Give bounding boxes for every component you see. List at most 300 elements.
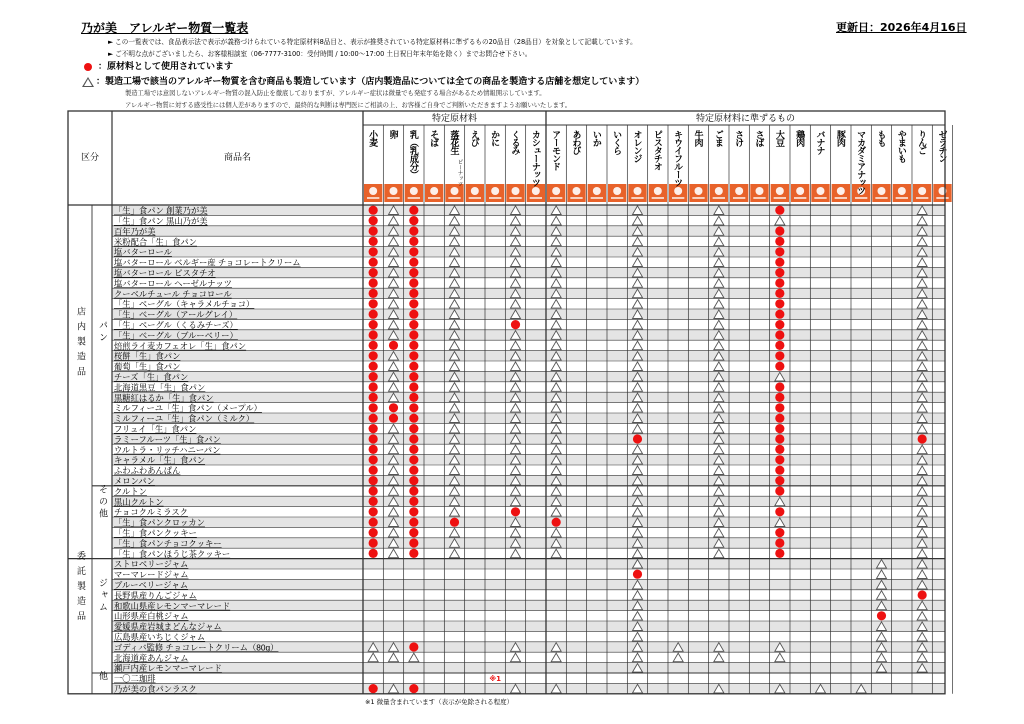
table-row bbox=[114, 486, 927, 496]
factory-triangle-icon bbox=[917, 216, 927, 225]
used-dot-icon bbox=[511, 507, 520, 516]
factory-triangle-icon bbox=[632, 653, 642, 662]
used-dot-icon bbox=[409, 466, 418, 475]
used-dot-icon bbox=[409, 549, 418, 558]
used-dot-icon bbox=[775, 341, 784, 350]
table-row bbox=[112, 205, 945, 216]
table-row bbox=[112, 371, 945, 382]
factory-triangle-icon bbox=[917, 612, 927, 621]
product-name: ブルーベリージャム bbox=[114, 580, 189, 590]
factory-triangle-icon bbox=[449, 258, 459, 267]
factory-triangle-icon bbox=[632, 424, 642, 433]
factory-triangle-icon bbox=[388, 528, 398, 537]
factory-triangle-icon bbox=[388, 466, 398, 475]
updated-date: 更新日：2026年4月16日 bbox=[836, 21, 967, 34]
apple-icon bbox=[913, 184, 931, 202]
table-row bbox=[114, 216, 927, 226]
factory-triangle-icon bbox=[917, 258, 927, 267]
used-dot-icon bbox=[409, 382, 418, 391]
used-dot-icon bbox=[775, 455, 784, 464]
factory-triangle-icon bbox=[632, 549, 642, 558]
used-dot-icon bbox=[775, 299, 784, 308]
orange-icon bbox=[628, 184, 646, 202]
factory-triangle-icon bbox=[551, 279, 561, 288]
product-name: ウルトラ・リッチハニーパン bbox=[114, 444, 221, 455]
used-dot-icon bbox=[775, 507, 784, 516]
salmon-icon bbox=[730, 184, 748, 202]
table-row bbox=[114, 445, 927, 455]
table-row bbox=[112, 351, 945, 362]
used-dot-icon bbox=[409, 486, 418, 495]
allergen-header-6: かに bbox=[490, 130, 501, 146]
factory-triangle-icon bbox=[917, 487, 927, 496]
allergen-header-21: 鶏肉 bbox=[795, 130, 806, 146]
used-dot-icon bbox=[633, 570, 642, 579]
table-row bbox=[114, 258, 927, 268]
used-dot-icon bbox=[369, 476, 378, 485]
factory-triangle-icon bbox=[714, 362, 724, 371]
used-dot-icon bbox=[409, 289, 418, 298]
used-dot-icon bbox=[409, 684, 418, 693]
factory-triangle-icon bbox=[510, 466, 520, 475]
page-title: 乃が美 アレルギー物質一覧表 bbox=[81, 21, 249, 35]
factory-triangle-icon bbox=[714, 466, 724, 475]
product-name: チーズ「生」食パン bbox=[114, 372, 189, 382]
product-name: 北海道産あんジャム bbox=[114, 652, 189, 663]
factory-triangle-icon bbox=[632, 237, 642, 246]
product-name: 「生」食パンクッキー bbox=[114, 528, 197, 538]
factory-triangle-icon bbox=[551, 300, 561, 309]
product-name: 乃が美の食パンラスク bbox=[114, 684, 197, 694]
factory-triangle-icon bbox=[551, 216, 561, 225]
used-dot-icon bbox=[409, 278, 418, 287]
factory-triangle-icon bbox=[917, 279, 927, 288]
factory-triangle-icon bbox=[551, 653, 561, 662]
factory-triangle-icon bbox=[551, 466, 561, 475]
factory-triangle-icon bbox=[510, 237, 520, 246]
factory-triangle-icon bbox=[917, 466, 927, 475]
factory-triangle-icon bbox=[714, 300, 724, 309]
product-name: フリュイ「生」食パン bbox=[114, 424, 197, 434]
allergen-header-5: えび bbox=[469, 130, 480, 146]
used-dot-icon bbox=[369, 445, 378, 454]
factory-triangle-icon bbox=[551, 237, 561, 246]
allergen-header-0: 小麦 bbox=[368, 130, 379, 146]
allergen-header-12: いくら bbox=[612, 130, 623, 154]
beef-icon bbox=[689, 184, 707, 202]
used-dot-icon bbox=[409, 206, 418, 215]
allergen-header-3: そば bbox=[429, 130, 440, 146]
table-row bbox=[114, 549, 927, 559]
table-row bbox=[112, 247, 945, 258]
used-dot-icon bbox=[369, 351, 378, 360]
product-name: 桜餅「生」食パン bbox=[114, 351, 181, 362]
yam-icon bbox=[893, 184, 911, 202]
factory-triangle-icon bbox=[917, 300, 927, 309]
used-dot-icon bbox=[369, 299, 378, 308]
factory-triangle-icon bbox=[510, 216, 520, 225]
soybean-icon bbox=[771, 184, 789, 202]
used-dot-icon bbox=[369, 507, 378, 516]
factory-triangle-icon bbox=[388, 445, 398, 454]
factory-triangle-icon bbox=[449, 487, 459, 496]
table-row bbox=[112, 683, 945, 694]
factory-triangle-icon bbox=[917, 320, 927, 329]
used-dot-icon bbox=[409, 393, 418, 402]
table-row bbox=[112, 621, 945, 632]
egg-icon bbox=[384, 184, 402, 202]
product-name: クーベルチュール チョコロール bbox=[114, 288, 232, 299]
factory-triangle-icon bbox=[917, 528, 927, 537]
factory-triangle-icon bbox=[632, 362, 642, 371]
factory-triangle-icon bbox=[449, 279, 459, 288]
factory-triangle-icon bbox=[449, 528, 459, 537]
product-name: ミルフィーユ「生」食パン（ミルク） bbox=[114, 413, 255, 424]
legend-subnote-1: 製造工場では意図しないアレルギー物質の混入防止を徹底しておりますが、アレルギー症状は微量でも発症する場合があるため情報開示しています。 bbox=[125, 90, 546, 97]
factory-triangle-icon bbox=[917, 383, 927, 392]
table-row bbox=[112, 267, 945, 278]
used-dot-icon bbox=[775, 237, 784, 246]
product-name: ゴディバ監修 チョコレートクリーム（80g） bbox=[114, 642, 279, 653]
factory-triangle-icon bbox=[551, 487, 561, 496]
wheat-icon bbox=[364, 184, 382, 202]
factory-triangle-icon bbox=[510, 341, 520, 350]
factory-triangle-icon bbox=[632, 258, 642, 267]
factory-triangle-icon bbox=[388, 216, 398, 225]
factory-triangle-icon bbox=[876, 653, 886, 662]
factory-triangle-icon bbox=[388, 237, 398, 246]
almond-icon bbox=[547, 184, 565, 202]
allergen-header-7: くるみ bbox=[510, 130, 521, 154]
allergen-header-22: バナナ bbox=[815, 130, 826, 154]
product-name: 黒糖紅はるか「生」食パン bbox=[114, 392, 214, 403]
used-dot-icon bbox=[369, 528, 378, 537]
factory-triangle-icon bbox=[632, 528, 642, 537]
product-name: 塩バターロール ピスタチオ bbox=[114, 268, 216, 278]
factory-triangle-icon bbox=[388, 320, 398, 329]
factory-triangle-icon bbox=[917, 445, 927, 454]
note-scope: ► この一覧表では、食品表示法で表示が義務づけられている特定原材料8品目と、表示が推奨されている特定原材料に準ずるもの20品目（28品目）を対象として記載しています。 bbox=[108, 38, 637, 46]
used-dot-icon bbox=[409, 237, 418, 246]
allergen-header-23: 豚肉 bbox=[835, 130, 846, 146]
product-name: 「生」ベーグル（くるみチーズ） bbox=[114, 320, 238, 330]
allergen-header-4: 落花生 bbox=[449, 130, 460, 154]
table-row bbox=[114, 237, 927, 247]
used-dot-icon bbox=[450, 518, 459, 527]
table-row bbox=[114, 424, 927, 434]
used-dot-icon bbox=[409, 351, 418, 360]
allergen-header-19: さば bbox=[754, 130, 765, 146]
table-row bbox=[112, 663, 945, 674]
factory-triangle-icon bbox=[632, 487, 642, 496]
factory-triangle-icon bbox=[917, 237, 927, 246]
used-dot-icon bbox=[409, 518, 418, 527]
used-dot-icon bbox=[369, 538, 378, 547]
factory-triangle-icon bbox=[714, 487, 724, 496]
table-row bbox=[112, 288, 945, 299]
product-name: 塩バターロール bbox=[114, 247, 172, 258]
used-dot-icon bbox=[918, 434, 927, 443]
product-name: ラミーフルーツ「生」食パン bbox=[114, 434, 221, 445]
used-dot-icon bbox=[369, 549, 378, 558]
chicken-icon bbox=[791, 184, 809, 202]
factory-triangle-icon bbox=[449, 362, 459, 371]
used-dot-icon bbox=[409, 320, 418, 329]
product-name: 「生」食パンチョコクッキー bbox=[114, 538, 222, 549]
factory-triangle-icon bbox=[714, 508, 724, 517]
abalone-icon bbox=[567, 184, 585, 202]
used-dot-icon bbox=[369, 518, 378, 527]
used-dot-icon bbox=[775, 476, 784, 485]
used-dot-icon bbox=[775, 310, 784, 319]
used-dot-icon bbox=[775, 351, 784, 360]
used-dot-icon bbox=[369, 382, 378, 391]
table-row bbox=[112, 579, 945, 590]
factory-triangle-icon bbox=[714, 528, 724, 537]
product-name: 米粉配合「生」食パン bbox=[114, 236, 197, 247]
used-dot-icon bbox=[369, 362, 378, 371]
product-name: ふわふわあんぱん bbox=[114, 465, 181, 476]
product-name: 愛媛県産岩城まどんなジャム bbox=[114, 621, 222, 632]
table-row bbox=[112, 226, 945, 237]
factory-triangle-icon bbox=[714, 404, 724, 413]
factory-triangle-icon bbox=[388, 362, 398, 371]
used-dot-icon bbox=[369, 684, 378, 693]
sesame-icon bbox=[710, 184, 728, 202]
used-dot-icon bbox=[409, 507, 418, 516]
used-dot-icon bbox=[389, 414, 398, 423]
factory-triangle-icon bbox=[388, 508, 398, 517]
factory-triangle-icon bbox=[714, 424, 724, 433]
factory-triangle-icon bbox=[510, 528, 520, 537]
used-dot-icon bbox=[775, 538, 784, 547]
used-dot-icon bbox=[409, 341, 418, 350]
subsection-label: 他 bbox=[97, 670, 107, 683]
used-dot-icon bbox=[775, 206, 784, 215]
used-dot-icon bbox=[409, 497, 418, 506]
used-dot-icon bbox=[369, 466, 378, 475]
used-dot-icon bbox=[409, 403, 418, 412]
used-dot-icon bbox=[369, 237, 378, 246]
used-dot-icon bbox=[775, 549, 784, 558]
factory-triangle-icon bbox=[551, 258, 561, 267]
used-dot-icon bbox=[775, 258, 784, 267]
used-dot-icon bbox=[409, 310, 418, 319]
factory-triangle-icon bbox=[632, 612, 642, 621]
table-row bbox=[114, 299, 927, 309]
used-dot-icon bbox=[409, 268, 418, 277]
used-dot-icon bbox=[511, 320, 520, 329]
used-dot-icon bbox=[369, 330, 378, 339]
product-name: 塩バターロール ベルギー産 チョコレートクリーム bbox=[114, 257, 301, 268]
product-name: 長野県産りんごジャム bbox=[114, 590, 197, 601]
product-name: 焙煎ライ麦カフェオレ「生」食パン bbox=[114, 340, 247, 351]
product-name: 瀬戸内産レモンマーマレード bbox=[114, 663, 222, 674]
factory-triangle-icon bbox=[388, 279, 398, 288]
allergen-header-28: ゼラチン bbox=[937, 130, 948, 162]
product-name: 「生」食パン 創業乃が美 bbox=[114, 205, 208, 216]
subsection-label: ジャム bbox=[97, 578, 107, 615]
factory-triangle-icon bbox=[388, 258, 398, 267]
used-dot-icon bbox=[918, 590, 927, 599]
factory-triangle-icon bbox=[449, 466, 459, 475]
factory-triangle-icon bbox=[510, 487, 520, 496]
used-dot-icon bbox=[775, 528, 784, 537]
table-row bbox=[112, 309, 945, 320]
used-dot-icon bbox=[409, 258, 418, 267]
factory-triangle-icon bbox=[632, 404, 642, 413]
factory-triangle-icon bbox=[714, 341, 724, 350]
product-name: 広島県産いちじくジャム bbox=[114, 632, 206, 642]
note-mark: ※1 bbox=[489, 675, 502, 684]
product-name: マーマレードジャム bbox=[114, 569, 189, 580]
crab-icon bbox=[486, 184, 504, 202]
pistachio-icon bbox=[649, 184, 667, 202]
used-dot-icon bbox=[775, 424, 784, 433]
used-dot-icon bbox=[369, 247, 378, 256]
used-dot-icon bbox=[409, 455, 418, 464]
factory-triangle-icon bbox=[388, 383, 398, 392]
product-name: 黒山クルトン bbox=[114, 496, 164, 507]
factory-triangle-icon bbox=[388, 549, 398, 558]
factory-triangle-icon bbox=[551, 549, 561, 558]
shrimp-icon bbox=[466, 184, 484, 202]
group-specific-header: 特定原材料 bbox=[431, 114, 478, 124]
category-header: 区分 bbox=[80, 153, 100, 163]
used-dot-icon bbox=[369, 278, 378, 287]
factory-triangle-icon bbox=[632, 320, 642, 329]
walnut-icon bbox=[506, 184, 524, 202]
factory-triangle-icon bbox=[551, 320, 561, 329]
used-dot-icon bbox=[369, 497, 378, 506]
product-name: ストロベリージャム bbox=[114, 559, 189, 570]
factory-triangle-icon bbox=[510, 549, 520, 558]
kiwi-icon bbox=[669, 184, 687, 202]
allergen-subheader: ピーナッツ bbox=[456, 159, 463, 187]
used-dot-icon bbox=[369, 434, 378, 443]
factory-triangle-icon bbox=[551, 528, 561, 537]
allergen-header-17: ごま bbox=[713, 130, 724, 146]
used-dot-icon bbox=[409, 362, 418, 371]
factory-triangle-icon bbox=[510, 424, 520, 433]
product-name: 「生」ベーグル（アールグレイ） bbox=[114, 309, 238, 320]
product-name: 「生」食パン 黒山乃が美 bbox=[114, 216, 208, 226]
mackerel-icon bbox=[750, 184, 768, 202]
table-row bbox=[112, 434, 945, 445]
used-dot-icon bbox=[775, 362, 784, 371]
product-name: 一〇二珈琲 bbox=[114, 673, 156, 684]
legend-used: ：原材料として使用されています bbox=[84, 59, 233, 72]
factory-triangle-icon bbox=[551, 445, 561, 454]
product-name: 塩バターロール ヘーゼルナッツ bbox=[114, 278, 232, 289]
table-row bbox=[112, 392, 945, 403]
used-dot-icon bbox=[409, 476, 418, 485]
factory-triangle-icon bbox=[551, 508, 561, 517]
factory-triangle-icon bbox=[632, 216, 642, 225]
product-name: 和歌山県産レモンマーマレード bbox=[114, 600, 231, 611]
allergen-header-16: 牛肉 bbox=[693, 130, 704, 146]
factory-triangle-icon bbox=[876, 570, 886, 579]
factory-triangle-icon bbox=[632, 632, 642, 641]
table-row bbox=[112, 330, 945, 341]
factory-triangle-icon bbox=[449, 300, 459, 309]
used-dot-icon bbox=[775, 382, 784, 391]
table-row bbox=[114, 632, 927, 642]
factory-triangle-icon bbox=[551, 383, 561, 392]
used-dot-icon bbox=[775, 226, 784, 235]
factory-triangle-icon bbox=[449, 404, 459, 413]
product-name: キャラメル「生」食パン bbox=[114, 455, 206, 466]
allergen-header-24: マカダミアナッツ bbox=[856, 130, 867, 194]
used-dot-icon bbox=[775, 268, 784, 277]
used-dot-icon bbox=[775, 434, 784, 443]
used-dot-icon bbox=[409, 226, 418, 235]
product-name: 「生」食パンほうじ茶クッキー bbox=[114, 548, 231, 559]
product-header: 商品名 bbox=[223, 153, 252, 163]
used-dot-icon bbox=[409, 434, 418, 443]
factory-triangle-icon bbox=[510, 279, 520, 288]
banana-icon bbox=[811, 184, 829, 202]
product-name: 「生」ベーグル（ブルーベリー） bbox=[114, 330, 238, 341]
milk-icon bbox=[405, 184, 423, 202]
factory-triangle-icon bbox=[449, 424, 459, 433]
used-dot-icon bbox=[369, 289, 378, 298]
table-row bbox=[114, 278, 927, 288]
used-dot-icon bbox=[369, 372, 378, 381]
factory-triangle-icon bbox=[775, 653, 785, 662]
product-name: 「生」食パンクロッカン bbox=[114, 517, 205, 528]
used-dot-icon bbox=[633, 434, 642, 443]
table-row bbox=[114, 570, 927, 580]
factory-triangle-icon bbox=[449, 320, 459, 329]
used-dot-icon bbox=[552, 518, 561, 527]
allergen-header-15: キウイフルーツ bbox=[673, 130, 684, 186]
footnote: ※1 微量含まれています（表示が免除される程度） bbox=[365, 698, 514, 706]
table-row bbox=[112, 517, 945, 528]
table-row bbox=[112, 559, 945, 570]
allergen-header-9: アーモンド bbox=[551, 130, 562, 170]
used-dot-icon bbox=[877, 611, 886, 620]
salmon-roe-icon bbox=[608, 184, 626, 202]
pork-icon bbox=[832, 184, 850, 202]
table-row bbox=[112, 538, 945, 549]
allergen-header-11: いか bbox=[591, 130, 602, 146]
used-dot-icon bbox=[409, 299, 418, 308]
factory-triangle-icon bbox=[449, 341, 459, 350]
buckwheat-icon bbox=[425, 184, 443, 202]
factory-triangle-icon bbox=[714, 653, 724, 662]
factory-triangle-icon bbox=[510, 362, 520, 371]
allergen-header-25: もも bbox=[876, 130, 887, 146]
used-dot-icon bbox=[369, 414, 378, 423]
factory-triangle-icon bbox=[510, 383, 520, 392]
factory-triangle-icon bbox=[449, 237, 459, 246]
factory-triangle-icon bbox=[917, 653, 927, 662]
product-name: 北海道黒豆「生」食パン bbox=[114, 382, 206, 393]
used-dot-icon bbox=[369, 403, 378, 412]
subsection-label: その他 bbox=[97, 484, 107, 521]
factory-triangle-icon bbox=[714, 237, 724, 246]
product-name: チョコクルミラスク bbox=[114, 507, 188, 518]
factory-triangle-icon bbox=[876, 632, 886, 641]
table-row bbox=[114, 674, 501, 684]
factory-triangle-icon bbox=[632, 508, 642, 517]
factory-triangle-icon bbox=[551, 362, 561, 371]
factory-triangle-icon bbox=[714, 279, 724, 288]
factory-triangle-icon bbox=[388, 300, 398, 309]
factory-triangle-icon bbox=[673, 653, 683, 662]
factory-triangle-icon bbox=[632, 445, 642, 454]
